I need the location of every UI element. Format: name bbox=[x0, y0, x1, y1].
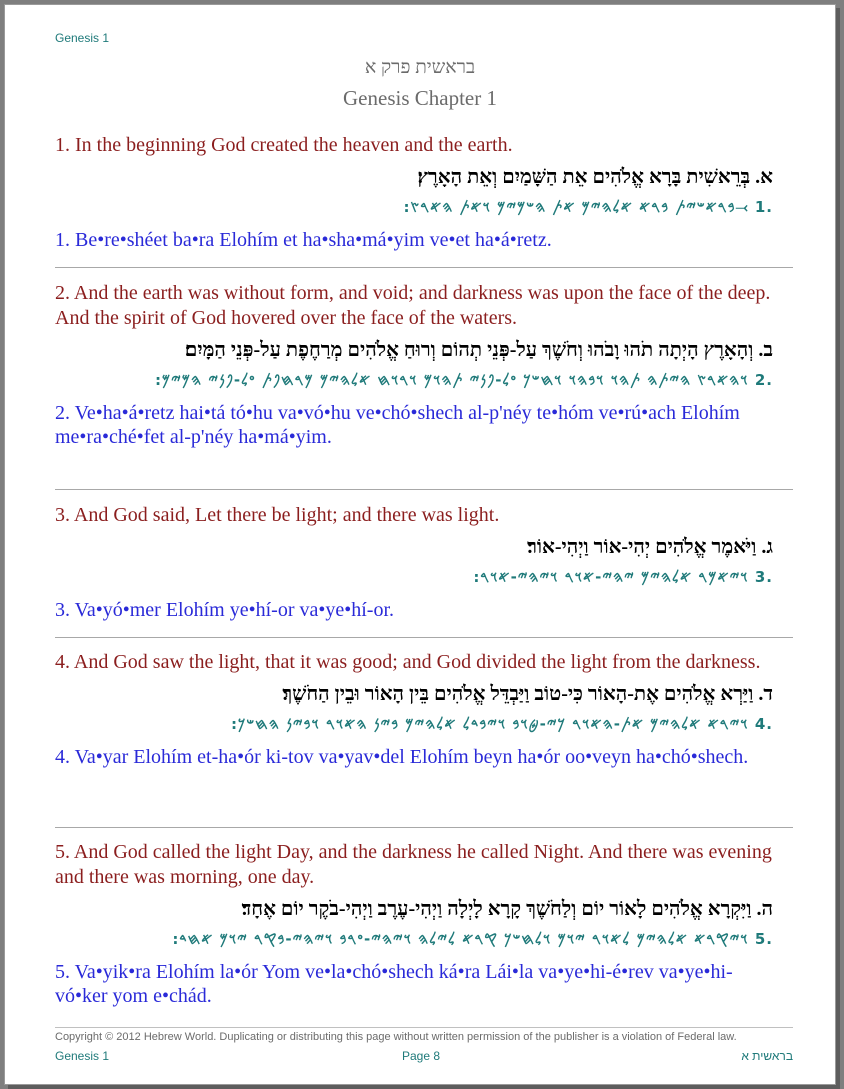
verse-transliteration: 4. Va•yar Elohím et-ha•ór ki-tov va•yav•del Elohím beyn ha•ór oo•veyn ha•chó•shech. bbox=[55, 746, 749, 768]
footer-right: בראשית א bbox=[741, 1049, 793, 1063]
verse-paleo-hebrew: .2 𐤅𐤄𐤀𐤓𐤑 𐤄𐤉𐤕𐤄 𐤕𐤄𐤅 𐤅𐤁𐤄𐤅 𐤅𐤇𐤔𐤊 𐤏𐤋-𐤐𐤍𐤉 𐤕𐤄𐤅𐤌 𐤅𐤓𐤅𐤇 𐤀𐤋𐤄𐤉𐤌 𐤌𐤓𐤇𐤐𐤕 𐤏𐤋-𐤐𐤍𐤉 𐤄𐤌𐤉𐤌׃ bbox=[155, 371, 773, 389]
verse-hebrew: ג. וַיֹּאמֶר אֱלֹהִים יְהִי-אוֹר וַיְהִי-אוֹר׃ bbox=[527, 536, 773, 558]
verse-hebrew: ב. וְהָאָרֶץ הָיְתָה תֹהוּ וָבֹהוּ וְחֹשֶׁךְ עַל-פְּנֵי תְהוֹם וְרוּחַ אֱלֹהִים מְרַחֶפֶת עַל-פְּנֵי הַמָּיִם׃ bbox=[184, 339, 773, 361]
verse-1 bbox=[55, 133, 773, 252]
verse-3 bbox=[55, 503, 773, 622]
page-number: Page 8 bbox=[401, 1049, 441, 1063]
verse-paleo-hebrew: .3 𐤅𐤉𐤀𐤌𐤓 𐤀𐤋𐤄𐤉𐤌 𐤉𐤄𐤉-𐤀𐤅𐤓 𐤅𐤉𐤄𐤉-𐤀𐤅𐤓׃ bbox=[473, 568, 773, 586]
verse-transliteration: 5. Va•yik•ra Elohím la•ór Yom ve•la•chó•shech ká•ra Lái•la va•ye•hi-é•rev va•ye•hi-vó•ker yom e•chád. bbox=[55, 961, 733, 1007]
verse-divider bbox=[55, 489, 793, 490]
verse-paleo-hebrew: .4 𐤅𐤉𐤓𐤀 𐤀𐤋𐤄𐤉𐤌 𐤀𐤕-𐤄𐤀𐤅𐤓 𐤊𐤉-𐤈𐤅𐤁 𐤅𐤉𐤁𐤃𐤋 𐤀𐤋𐤄𐤉𐤌 𐤁𐤉𐤍 𐤄𐤀𐤅𐤓 𐤅𐤁𐤉𐤍 𐤄𐤇𐤔𐤊׃ bbox=[231, 715, 773, 733]
verse-transliteration: 3. Va•yó•mer Elohím ye•hí-or va•ye•hí-or. bbox=[55, 599, 395, 621]
verse-2 bbox=[55, 281, 773, 449]
verse-english: 1. In the beginning God created the heaven and the earth. bbox=[55, 134, 513, 156]
verse-divider bbox=[55, 267, 793, 268]
verse-hebrew: א. בְּרֵאשִׁית בָּרָא אֱלֹהִים אֵת הַשָּׁמַיִם וְאֵת הָאָרֶץ׃ bbox=[417, 166, 773, 188]
footer-left: Genesis 1 bbox=[55, 1049, 110, 1063]
verse-english: 5. And God called the light Day, and the darkness he called Night. And there was evening and there was morning, one day. bbox=[55, 841, 772, 888]
verse-hebrew: ה. וַיִּקְרָא אֱלֹהִים לָאוֹר יוֹם וְלַחֹשֶׁךְ קָרָא לָיְלָה וַיְהִי-עֶרֶב וַיְהִי-בֹקֶר יוֹם אֶחָד׃ bbox=[241, 898, 773, 920]
verse-transliteration: 2. Ve•ha•á•retz hai•tá tó•hu va•vó•hu ve•chó•shech al-p'néy te•hóm ve•rú•ach Elohím me•ra•ché•fet al-p'néy ha•má•yim. bbox=[55, 402, 740, 448]
verse-paleo-hebrew: .5 𐤅𐤉𐤒𐤓𐤀 𐤀𐤋𐤄𐤉𐤌 𐤋𐤀𐤅𐤓 𐤉𐤅𐤌 𐤅𐤋𐤇𐤔𐤊 𐤒𐤓𐤀 𐤋𐤉𐤋𐤄 𐤅𐤉𐤄𐤉-𐤏𐤓𐤁 𐤅𐤉𐤄𐤉-𐤁𐤒𐤓 𐤉𐤅𐤌 𐤀𐤇𐤃׃ bbox=[172, 930, 773, 948]
verse-paleo-hebrew: .1 ⤙𐤁𐤓𐤀𐤔𐤉𐤕 𐤁𐤓𐤀 𐤀𐤋𐤄𐤉𐤌 𐤀𐤕 𐤄𐤔𐤌𐤉𐤌 𐤅𐤀𐤕 𐤄𐤀𐤓𐤑׃ bbox=[403, 198, 773, 216]
chapter-title-hebrew: בראשית פרק א bbox=[364, 57, 476, 78]
verse-5 bbox=[55, 840, 773, 1008]
footer-divider bbox=[55, 1027, 793, 1028]
page bbox=[4, 4, 836, 1085]
verse-english: 2. And the earth was without form, and void; and darkness was upon the face of the deep. And the spirit of God hovered over the face of the waters. bbox=[55, 282, 771, 329]
verse-divider bbox=[55, 827, 793, 828]
verse-hebrew: ד. וַיַּרְא אֱלֹהִים אֶת-הָאוֹר כִּי-טוֹב וַיַּבְדֵּל אֱלֹהִים בֵּין הָאוֹר וּבֵין הַחֹשֶׁךְ׃ bbox=[282, 683, 773, 705]
verse-english: 3. And God said, Let there be light; and there was light. bbox=[55, 504, 500, 526]
verse-4 bbox=[55, 650, 773, 769]
verse-english: 4. And God saw the light, that it was good; and God divided the light from the darkness. bbox=[55, 651, 761, 673]
verse-divider bbox=[55, 637, 793, 638]
running-header: Genesis 1 bbox=[55, 31, 110, 45]
copyright-notice: Copyright © 2012 Hebrew World. Duplicating or distributing this page without written permission of the publisher is a violation of Federal law. bbox=[55, 1031, 737, 1043]
chapter-title-english: Genesis Chapter 1 bbox=[343, 86, 497, 110]
verse-transliteration: 1. Be•re•shéet ba•ra Elohím et ha•sha•má•yim ve•et ha•á•retz. bbox=[55, 229, 552, 251]
